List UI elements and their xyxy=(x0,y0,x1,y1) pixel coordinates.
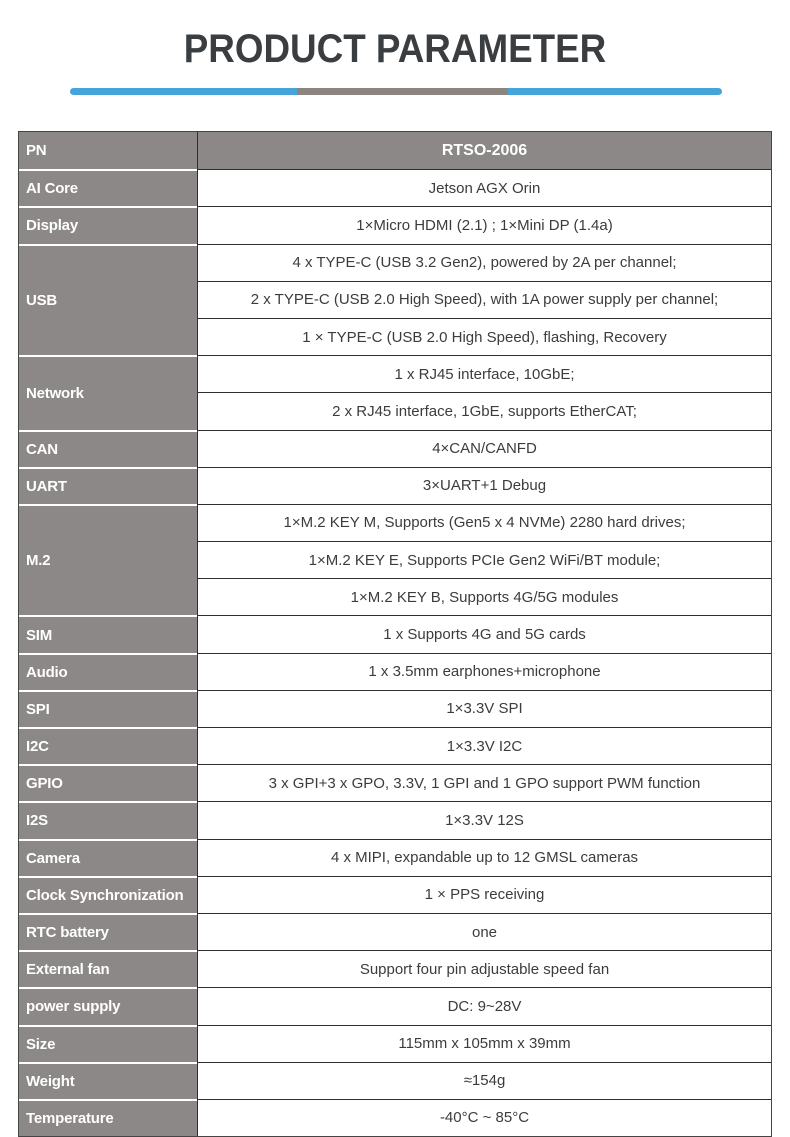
group-values xyxy=(197,1062,771,1099)
group-values xyxy=(197,1025,771,1062)
param-label: Weight xyxy=(19,1062,197,1099)
group-values xyxy=(197,876,771,913)
table-row xyxy=(19,244,771,356)
param-value: Support four pin adjustable speed fan xyxy=(198,950,771,987)
group-values xyxy=(197,132,771,169)
table-row xyxy=(19,206,771,243)
param-value: 1×3.3V SPI xyxy=(198,690,771,727)
table-row xyxy=(19,764,771,801)
table-row xyxy=(19,1099,771,1136)
table-row xyxy=(19,467,771,504)
divider-bar xyxy=(70,88,722,95)
param-value: 4 x MIPI, expandable up to 12 GMSL cameras xyxy=(198,839,771,876)
group-values xyxy=(197,764,771,801)
param-label: UART xyxy=(19,467,197,504)
group-values xyxy=(197,839,771,876)
table-row xyxy=(19,913,771,950)
table-row xyxy=(19,169,771,206)
group-values xyxy=(197,355,771,429)
param-value: 1 × PPS receiving xyxy=(198,876,771,913)
page-title: PRODUCT PARAMETER xyxy=(183,27,607,71)
param-value: -40°C ~ 85°C xyxy=(198,1099,771,1136)
param-label: SPI xyxy=(19,690,197,727)
param-label: Temperature xyxy=(19,1099,197,1136)
group-values xyxy=(197,1099,771,1136)
param-value: DC: 9~28V xyxy=(198,987,771,1024)
param-value: 2 x TYPE-C (USB 2.0 High Speed), with 1A power supply per channel; xyxy=(198,281,771,318)
param-value: 3 x GPI+3 x GPO, 3.3V, 1 GPI and 1 GPO support PWM function xyxy=(198,764,771,801)
param-label: PN xyxy=(19,132,197,169)
group-values xyxy=(197,467,771,504)
table-row xyxy=(19,950,771,987)
param-label: power supply xyxy=(19,987,197,1024)
param-label: I2S xyxy=(19,801,197,838)
param-value: 3×UART+1 Debug xyxy=(198,467,771,504)
table-row xyxy=(19,690,771,727)
param-value: 4 x TYPE-C (USB 3.2 Gen2), powered by 2A per channel; xyxy=(198,244,771,281)
param-value: 1 x 3.5mm earphones+microphone xyxy=(198,653,771,690)
group-values xyxy=(197,430,771,467)
param-label: Audio xyxy=(19,653,197,690)
param-label: RTC battery xyxy=(19,913,197,950)
param-value: ≈154g xyxy=(198,1062,771,1099)
group-values xyxy=(197,169,771,206)
param-value: 1 x Supports 4G and 5G cards xyxy=(198,615,771,652)
group-values xyxy=(197,727,771,764)
group-values xyxy=(197,950,771,987)
param-value: 1×3.3V I2C xyxy=(198,727,771,764)
param-label: Clock Synchronization xyxy=(19,876,197,913)
table-row xyxy=(19,355,771,429)
param-value: one xyxy=(198,913,771,950)
param-label: External fan xyxy=(19,950,197,987)
group-values xyxy=(197,987,771,1024)
param-value: Jetson AGX Orin xyxy=(198,169,771,206)
table-row xyxy=(19,876,771,913)
param-value: 2 x RJ45 interface, 1GbE, supports EtherCAT; xyxy=(198,392,771,429)
table-row xyxy=(19,1062,771,1099)
param-value: 1 x RJ45 interface, 10GbE; xyxy=(198,355,771,392)
param-label: USB xyxy=(19,244,197,356)
param-value: 1×M.2 KEY M, Supports (Gen5 x 4 NVMe) 2280 hard drives; xyxy=(198,504,771,541)
param-value: 1×Micro HDMI (2.1) ; 1×Mini DP (1.4a) xyxy=(198,206,771,243)
param-value: 1 × TYPE-C (USB 2.0 High Speed), flashing, Recovery xyxy=(198,318,771,355)
param-label: I2C xyxy=(19,727,197,764)
param-label: SIM xyxy=(19,615,197,652)
group-values xyxy=(197,801,771,838)
param-label: CAN xyxy=(19,430,197,467)
table-row xyxy=(19,727,771,764)
table-row xyxy=(19,653,771,690)
table-row xyxy=(19,615,771,652)
param-label: Size xyxy=(19,1025,197,1062)
param-label: Network xyxy=(19,355,197,429)
group-values xyxy=(197,913,771,950)
table-row xyxy=(19,504,771,616)
param-value: 1×3.3V 12S xyxy=(198,801,771,838)
table-row xyxy=(19,430,771,467)
table-row xyxy=(19,801,771,838)
param-label: M.2 xyxy=(19,504,197,616)
table-row xyxy=(19,132,771,169)
param-label: Display xyxy=(19,206,197,243)
spec-table xyxy=(18,131,772,1137)
param-value: RTSO-2006 xyxy=(198,132,771,169)
param-label: Camera xyxy=(19,839,197,876)
param-value: 1×M.2 KEY B, Supports 4G/5G modules xyxy=(198,578,771,615)
table-row xyxy=(19,987,771,1024)
group-values xyxy=(197,653,771,690)
group-values xyxy=(197,206,771,243)
table-row xyxy=(19,1025,771,1062)
divider-segment-left xyxy=(70,88,297,95)
group-values xyxy=(197,615,771,652)
param-value: 1×M.2 KEY E, Supports PCIe Gen2 WiFi/BT module; xyxy=(198,541,771,578)
group-values xyxy=(197,690,771,727)
group-values xyxy=(197,244,771,356)
table-row xyxy=(19,839,771,876)
param-value: 4×CAN/CANFD xyxy=(198,430,771,467)
param-label: AI Core xyxy=(19,169,197,206)
param-value: 115mm x 105mm x 39mm xyxy=(198,1025,771,1062)
param-label: GPIO xyxy=(19,764,197,801)
group-values xyxy=(197,504,771,616)
divider-segment-right xyxy=(508,88,722,95)
divider-segment-middle xyxy=(297,88,508,95)
